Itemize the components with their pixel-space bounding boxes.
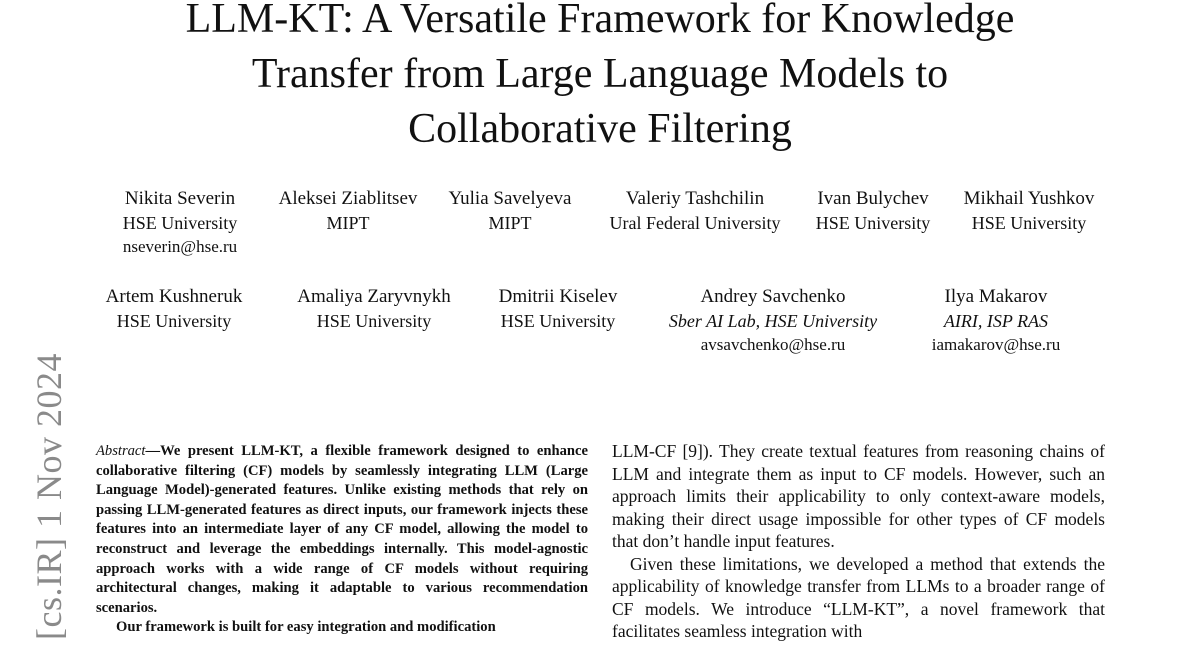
author-name: Nikita Severin — [124, 188, 236, 209]
author-email[interactable]: nseverin@hse.ru — [122, 237, 238, 256]
author-name: Ilya Makarov — [944, 286, 1048, 307]
arxiv-stamp: [cs.IR] 1 Nov 2024 — [29, 353, 69, 640]
author-name: Mikhail Yushkov — [963, 188, 1095, 209]
author-name: Yulia Savelyeva — [448, 188, 572, 209]
author-name: Andrey Savchenko — [700, 286, 846, 307]
author-affiliation: Sber AI Lab, HSE University — [668, 311, 878, 331]
author-affiliation: HSE University — [116, 311, 232, 331]
title-line: Collaborative Filtering — [408, 106, 792, 152]
author-block — [98, 187, 262, 259]
author-block — [950, 187, 1108, 235]
author-email[interactable]: iamakarov@hse.ru — [931, 335, 1061, 354]
author-name: Aleksei Ziablitsev — [278, 188, 418, 209]
author-block — [276, 285, 472, 333]
author-block — [648, 285, 898, 357]
author-block — [88, 285, 260, 333]
abstract-paragraph: Our framework is built for easy integration and modification — [116, 619, 496, 636]
author-affiliation: HSE University — [500, 311, 616, 331]
title-line: Transfer from Large Language Models to — [251, 51, 949, 97]
body-column-right — [612, 440, 1105, 643]
author-block — [262, 187, 434, 235]
abstract-text: —We present LLM-KT, a flexible framework designed to enhance collaborative filtering (CF) models by seamlessly integrating LLM (Large Language Model)-generated features. Unlike existing methods that rely on passing LLM-generated features as direct inputs, our framework injects these features into an intermediate layer of any CF model, allowing the model to reconstruct and leverage the embeddings internally. This model-agnostic approach works with a wide range of CF models without requiring architectural changes, making it adaptable to various recommendation scenarios. — [96, 443, 588, 616]
author-affiliation: HSE University — [971, 213, 1087, 233]
author-name: Amaliya Zaryvnykh — [297, 286, 451, 307]
author-name: Valeriy Tashchilin — [625, 188, 765, 209]
author-name: Artem Kushneruk — [105, 286, 243, 307]
body-paragraph: Given these limitations, we developed a method that extends the applicability of knowledge transfer from LLMs to a broader range of CF models. We introduce “LLM-KT”, a novel framework that facilitates seamless integration with — [612, 553, 1105, 641]
title-line: LLM-KT: A Versatile Framework for Knowledge — [185, 0, 1015, 42]
author-block — [912, 285, 1080, 357]
abstract-section — [96, 442, 588, 638]
author-email[interactable]: avsavchenko@hse.ru — [700, 335, 846, 354]
author-block — [438, 187, 582, 235]
author-affiliation: AIRI, ISP RAS — [943, 311, 1049, 331]
author-affiliation: MIPT — [488, 213, 532, 233]
author-block — [595, 187, 795, 235]
abstract-paragraph — [96, 442, 588, 618]
body-paragraph: LLM-CF [9]). They create textual features from reasoning chains of LLM and integrate them as input to CF models. However, such an approach limits their applicability to only context-aware models, making their direct usage impossible for other types of CF models that don’t handle input features. — [612, 441, 1105, 551]
author-affiliation: HSE University — [815, 213, 931, 233]
author-name: Dmitrii Kiselev — [498, 286, 618, 307]
author-block — [800, 187, 946, 235]
paper-title — [0, 0, 1200, 157]
author-affiliation: HSE University — [316, 311, 432, 331]
author-affiliation: MIPT — [326, 213, 370, 233]
author-affiliation: Ural Federal University — [609, 213, 781, 233]
abstract-label: Abstract — [96, 443, 146, 459]
author-affiliation: HSE University — [122, 213, 238, 233]
author-block — [482, 285, 634, 333]
author-name: Ivan Bulychev — [817, 188, 929, 209]
